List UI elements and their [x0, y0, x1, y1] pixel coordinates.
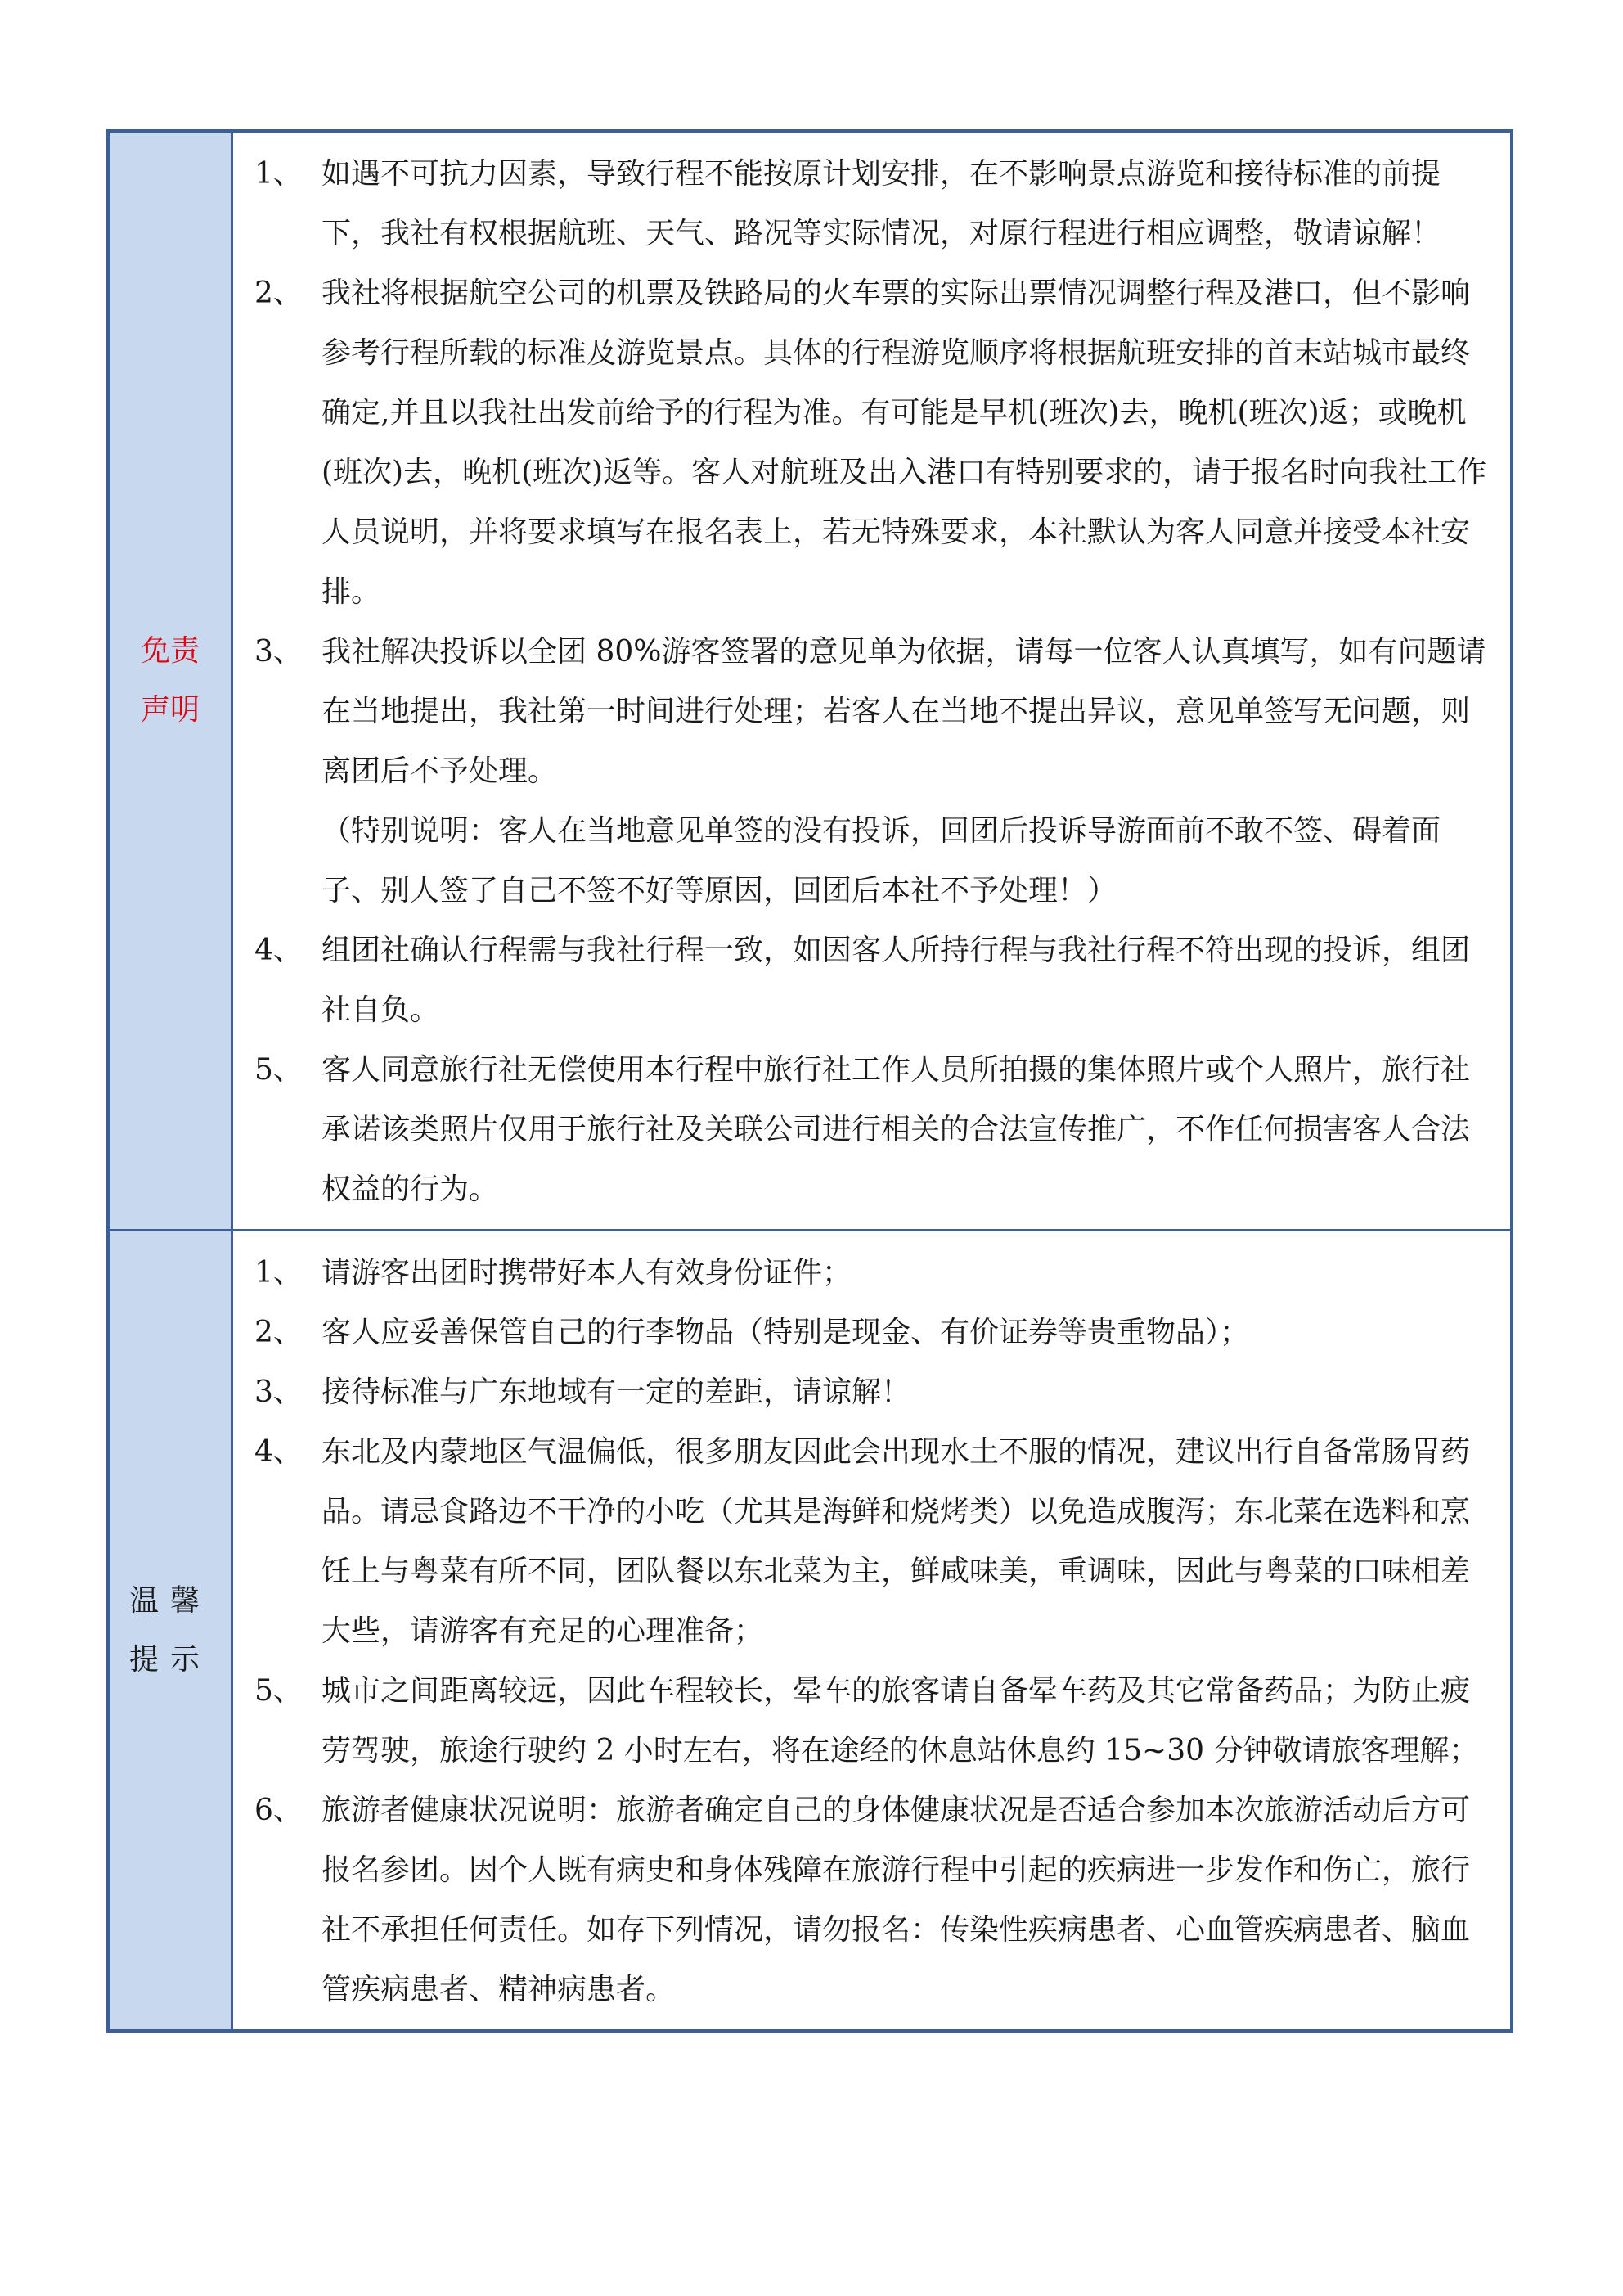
tips-content	[233, 1231, 1510, 2029]
item-number: 1、	[254, 1256, 303, 1290]
tips-item	[254, 1661, 1494, 1781]
tips-item	[254, 1362, 1494, 1422]
disclaimer-item	[254, 1040, 1494, 1219]
disclaimer-label	[110, 133, 233, 1229]
item-text: 请游客出团时携带好本人有效身份证件；	[321, 1256, 852, 1290]
tips-item	[254, 1781, 1494, 2019]
tips-item	[254, 1422, 1494, 1661]
item-text: 东北及内蒙地区气温偏低，很多朋友因此会出现水土不服的情况，建议出行自备常肠胃药品。请忌食路边不干净的小吃（尤其是海鲜和烧烤类）以免造成腹泻；东北菜在选料和烹饪上与粤菜有所不同，团队餐以东北菜为主，鲜咸味美，重调味，因此与粤菜的口味相差大些，请游客有充足的心理准备；	[321, 1435, 1471, 1648]
item-number: 3、	[254, 635, 303, 669]
item-text: 组团社确认行程需与我社行程一致，如因客人所持行程与我社行程不符出现的投诉，组团社自负。	[321, 934, 1471, 1027]
item-number: 2、	[254, 277, 303, 310]
item-number: 1、	[254, 157, 303, 191]
tips-item	[254, 1303, 1494, 1362]
item-text: 我社将根据航空公司的机票及铁路局的火车票的实际出票情况调整行程及港口，但不影响参考行程所载的标准及游览景点。具体的行程游览顺序将根据航班安排的首末站城市最终确定,并且以我社出发前给予的行程为准。有可能是早机(班次)去，晚机(班次)返；或晚机(班次)去，晚机(班次)返等。客人对航班及出入港口有特别要求的，请于报名时向我社工作人员说明，并将要求填写在报名表上，若无特殊要求，本社默认为客人同意并接受本社安排。	[321, 277, 1487, 609]
item-number: 5、	[254, 1053, 303, 1087]
item-number: 2、	[254, 1316, 303, 1349]
item-number: 4、	[254, 1435, 303, 1469]
item-text: 客人应妥善保管自己的行李物品（特别是现金、有价证券等贵重物品）；	[321, 1316, 1250, 1349]
item-number: 6、	[254, 1794, 303, 1827]
disclaimer-label-line2: 声明	[140, 693, 200, 727]
tips-label-line2: 提示	[128, 1642, 211, 1677]
item-text: 接待标准与广东地域有一定的差距，请谅解！	[321, 1375, 911, 1409]
item-text: 如遇不可抗力因素，导致行程不能按原计划安排，在不影响景点游览和接待标准的前提下，我社有权根据航班、天气、路况等实际情况，对原行程进行相应调整，敬请谅解！	[321, 157, 1441, 250]
item-number: 4、	[254, 934, 303, 967]
disclaimer-item	[254, 921, 1494, 1040]
disclaimer-content	[233, 133, 1510, 1229]
special-note: （特别说明：客人在当地意见单签的没有投诉，回团后投诉导游面前不敢不签、碍着面子、别人签了自己不签不好等原因，回团后本社不予处理！）	[321, 814, 1441, 907]
tips-item	[254, 1243, 1494, 1303]
tips-label-line1: 温馨	[128, 1583, 211, 1618]
disclaimer-item	[254, 263, 1494, 622]
disclaimer-row	[110, 133, 1510, 1231]
disclaimer-item	[254, 144, 1494, 263]
item-text: 旅游者健康状况说明：旅游者确定自己的身体健康状况是否适合参加本次旅游活动后方可报名参团。因个人既有病史和身体残障在旅游行程中引起的疾病进一步发作和伤亡，旅行社不承担任何责任。如存下列情况，请勿报名：传染性疾病患者、心血管疾病患者、脑血管疾病患者、精神病患者。	[321, 1794, 1471, 2006]
item-text: 客人同意旅行社无偿使用本行程中旅行社工作人员所拍摄的集体照片或个人照片，旅行社承诺该类照片仅用于旅行社及关联公司进行相关的合法宣传推广，不作任何损害客人合法权益的行为。	[321, 1053, 1471, 1206]
item-number: 5、	[254, 1674, 303, 1708]
disclaimer-item	[254, 622, 1494, 801]
info-table	[106, 129, 1513, 2033]
tips-label	[110, 1231, 233, 2029]
tips-row	[110, 1231, 1510, 2029]
disclaimer-label-line1: 免责	[140, 634, 200, 668]
item-number: 3、	[254, 1375, 303, 1409]
item-text: 我社解决投诉以全团 80%游客签署的意见单为依据，请每一位客人认真填写，如有问题请在当地提出，我社第一时间进行处理；若客人在当地不提出异议，意见单签写无问题，则离团后不予处理。	[321, 635, 1486, 788]
item-text: 城市之间距离较远，因此车程较长，晕车的旅客请自备晕车药及其它常备药品；为防止疲劳驾驶，旅途行驶约 2 小时左右，将在途经的休息站休息约 15~30 分钟敬请旅客理解；	[321, 1674, 1479, 1767]
